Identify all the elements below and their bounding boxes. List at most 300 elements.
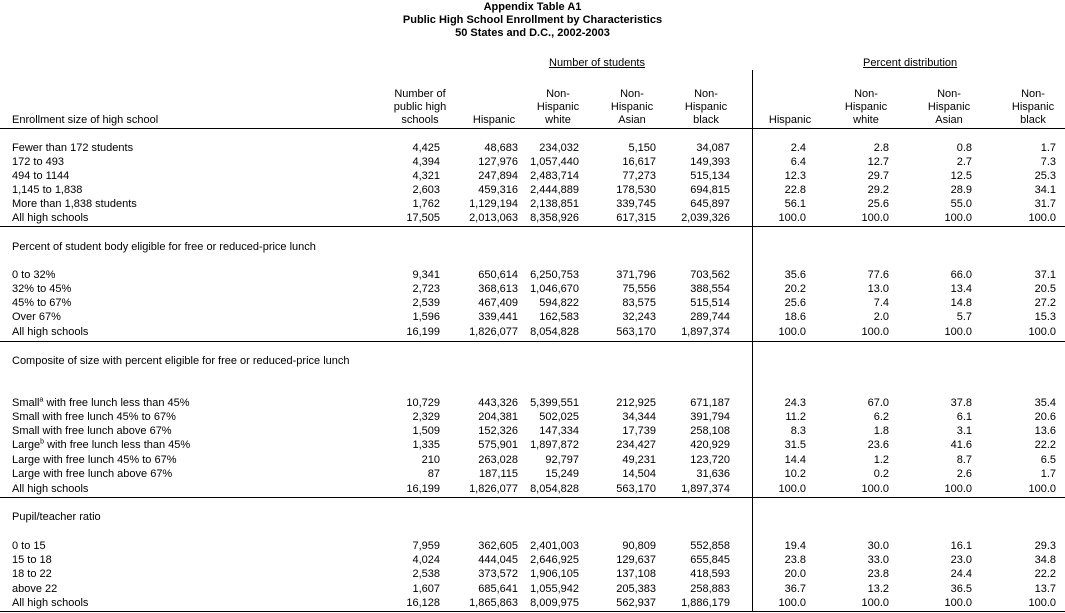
table-cell: 100.0 — [1028, 212, 1056, 224]
table-cell: 83,575 — [622, 297, 656, 309]
table-cell: 22.2 — [1034, 568, 1056, 580]
table-cell: 31,636 — [696, 468, 730, 480]
row-label-text: Small with free lunch 45% to 67% — [12, 411, 176, 423]
row-label — [12, 396, 190, 410]
table-cell: 13.7 — [1034, 583, 1056, 595]
table-cell: 2,538 — [412, 568, 440, 580]
row-label — [12, 482, 88, 496]
table-cell: 12.3 — [784, 170, 806, 182]
row-label-text: Over 67% — [12, 311, 61, 323]
table-cell: 10,729 — [406, 397, 440, 409]
bottom-rule — [0, 611, 1065, 612]
table-cell: 12.7 — [867, 156, 889, 168]
table-cell: 23.6 — [867, 439, 889, 451]
table-cell: 16,199 — [406, 483, 440, 495]
table-cell: 4,321 — [412, 170, 440, 182]
table-cell: 2.7 — [956, 156, 972, 168]
row-label — [12, 553, 52, 567]
table-cell: 1,607 — [412, 583, 440, 595]
row-label-text: 494 to 1144 — [12, 170, 70, 182]
table-cell: 1,335 — [412, 439, 440, 451]
table-cell: 234,427 — [616, 439, 656, 451]
table-cell: 368,613 — [478, 283, 518, 295]
table-cell: 2,646,925 — [530, 554, 579, 566]
table-row — [0, 438, 1065, 452]
table-cell: 391,794 — [690, 411, 730, 423]
table-subtitle: Public High School Enrollment by Characteristics — [402, 14, 663, 26]
table-cell: 1,046,670 — [530, 283, 579, 295]
table-cell: 100.0 — [861, 326, 889, 338]
table-cell: 8.3 — [790, 425, 806, 437]
table-cell: 7.3 — [1040, 156, 1056, 168]
table-cell: 25.6 — [784, 297, 806, 309]
column-header: Non-Hispanic white — [844, 88, 888, 126]
table-cell: 15.3 — [1034, 311, 1056, 323]
table-cell: 127,976 — [478, 156, 518, 168]
table-cell: 1,865,863 — [469, 597, 518, 609]
row-label-text: Fewer than 172 students — [12, 142, 134, 154]
table-row — [0, 467, 1065, 481]
row-label — [12, 155, 64, 169]
table-cell: 339,441 — [478, 311, 518, 323]
table-cell: 515,514 — [690, 297, 730, 309]
table-cell: 5,150 — [628, 142, 656, 154]
table-row — [0, 268, 1065, 282]
table-cell: 31.5 — [784, 439, 806, 451]
table-cell: 7,959 — [412, 540, 440, 552]
row-label — [12, 424, 172, 438]
table-cell: 6.1 — [956, 411, 972, 423]
table-cell: 1,129,194 — [469, 198, 518, 210]
table-row — [0, 582, 1065, 596]
table-cell: 1,897,374 — [681, 326, 730, 338]
table-cell: 18.6 — [784, 311, 806, 323]
column-header: Hispanic — [472, 114, 516, 126]
table-cell: 30.0 — [867, 540, 889, 552]
table-cell: 67.0 — [867, 397, 889, 409]
table-cell: 77.6 — [867, 269, 889, 281]
column-header: Number of public high schools — [393, 88, 447, 126]
table-cell: 23.0 — [950, 554, 972, 566]
column-header: Hispanic — [768, 114, 812, 126]
row-label-text: above 22 — [12, 583, 58, 595]
row-label-header: Enrollment size of high school — [12, 114, 159, 126]
table-cell: 0.8 — [956, 142, 972, 154]
table-cell: 562,937 — [616, 597, 656, 609]
table-cell: 1,762 — [412, 198, 440, 210]
row-label — [12, 169, 69, 183]
table-cell: 100.0 — [861, 597, 889, 609]
table-cell: 55.0 — [950, 198, 972, 210]
table-cell: 258,883 — [690, 583, 730, 595]
table-cell: 100.0 — [1028, 326, 1056, 338]
row-label — [12, 141, 133, 155]
table-cell: 34.8 — [1034, 554, 1056, 566]
table-cell: 48,683 — [484, 142, 518, 154]
table-cell: 29.7 — [867, 170, 889, 182]
table-cell: 20.0 — [784, 568, 806, 580]
table-cell: 5,399,551 — [530, 397, 579, 409]
table-cell: 100.0 — [1028, 483, 1056, 495]
table-cell: 32,243 — [622, 311, 656, 323]
table-row — [0, 282, 1065, 296]
table-cell: 5.7 — [956, 311, 972, 323]
table-cell: 1.8 — [873, 425, 889, 437]
table-cell: 6.2 — [873, 411, 889, 423]
row-label — [12, 453, 177, 467]
table-cell: 2.0 — [873, 311, 889, 323]
table-cell: 35.6 — [784, 269, 806, 281]
table-cell: 12.5 — [950, 170, 972, 182]
table-cell: 1.7 — [1040, 142, 1056, 154]
section-rule-3 — [0, 497, 1065, 498]
table-cell: 418,593 — [690, 568, 730, 580]
table-cell: 2,483,714 — [530, 170, 579, 182]
table-cell: 27.2 — [1034, 297, 1056, 309]
table-cell: 2,039,326 — [681, 212, 730, 224]
row-label-text: All high schools — [12, 597, 89, 609]
table-cell: 247,894 — [478, 170, 518, 182]
table-cell: 205,383 — [616, 583, 656, 595]
table-cell: 13.4 — [950, 283, 972, 295]
table-cell: 2,723 — [412, 283, 440, 295]
row-label — [12, 296, 71, 310]
table-cell: 645,897 — [690, 198, 730, 210]
row-label — [12, 183, 82, 197]
table-cell: 19.4 — [784, 540, 806, 552]
table-row — [0, 155, 1065, 169]
row-label-text: 45% to 67% — [12, 297, 72, 309]
table-cell: 1,897,872 — [530, 439, 579, 451]
table-cell: 100.0 — [944, 212, 972, 224]
table-row — [0, 141, 1065, 155]
table-cell: 617,315 — [616, 212, 656, 224]
table-cell: 8.7 — [956, 454, 972, 466]
footnote-marker: b — [40, 438, 45, 446]
table-cell: 178,530 — [616, 184, 656, 196]
table-cell: 4,425 — [412, 142, 440, 154]
table-cell: 100.0 — [1028, 597, 1056, 609]
table-cell: 152,326 — [478, 425, 518, 437]
table-cell: 6,250,753 — [530, 269, 579, 281]
table-cell: 56.1 — [784, 198, 806, 210]
table-cell: 92,797 — [545, 454, 579, 466]
row-label — [12, 282, 71, 296]
table-cell: 563,170 — [616, 483, 656, 495]
table-cell: 33.0 — [867, 554, 889, 566]
table-cell: 23.8 — [784, 554, 806, 566]
table-row — [0, 453, 1065, 467]
row-label-text: 15 to 18 — [12, 554, 52, 566]
table-cell: 37.8 — [950, 397, 972, 409]
table-cell: 8,009,975 — [530, 597, 579, 609]
table-cell: 467,409 — [478, 297, 518, 309]
table-cell: 15,249 — [545, 468, 579, 480]
table-cell: 1,826,077 — [469, 483, 518, 495]
table-cell: 10.2 — [784, 468, 806, 480]
table-row — [0, 396, 1065, 410]
table-cell: 162,583 — [539, 311, 579, 323]
table-cell: 655,845 — [690, 554, 730, 566]
table-cell: 17,739 — [622, 425, 656, 437]
table-cell: 515,134 — [690, 170, 730, 182]
table-cell: 20.5 — [1034, 283, 1056, 295]
table-cell: 671,187 — [690, 397, 730, 409]
table-cell: 1.2 — [873, 454, 889, 466]
table-cell: 16,199 — [406, 326, 440, 338]
table-cell: 13.0 — [867, 283, 889, 295]
table-cell: 258,108 — [690, 425, 730, 437]
table-cell: 444,045 — [478, 554, 518, 566]
table-row — [0, 325, 1065, 339]
table-cell: 35.4 — [1034, 397, 1056, 409]
table-cell: 563,170 — [616, 326, 656, 338]
row-label-text: All high schools — [12, 212, 89, 224]
table-cell: 420,929 — [690, 439, 730, 451]
table-cell: 3.1 — [956, 425, 972, 437]
table-cell: 234,032 — [539, 142, 579, 154]
table-cell: 2,013,063 — [469, 212, 518, 224]
table-cell: 0.2 — [873, 468, 889, 480]
table-cell: 373,572 — [478, 568, 518, 580]
table-cell: 13.2 — [867, 583, 889, 595]
row-label — [12, 467, 172, 481]
table-cell: 204,381 — [478, 411, 518, 423]
table-cell: 100.0 — [778, 326, 806, 338]
table-cell: 129,637 — [616, 554, 656, 566]
table-cell: 11.2 — [785, 411, 806, 423]
row-label — [12, 596, 88, 610]
row-label-text: More than 1,838 students — [12, 198, 137, 210]
table-cell: 87 — [427, 468, 440, 480]
table-row — [0, 410, 1065, 424]
row-label-text: All high schools — [12, 326, 89, 338]
row-label-text: 0 to 32% — [12, 269, 56, 281]
table-cell: 685,641 — [478, 583, 518, 595]
table-cell: 339,745 — [616, 198, 656, 210]
table-cell: 210 — [421, 454, 440, 466]
table-cell: 1,596 — [412, 311, 440, 323]
table-row — [0, 553, 1065, 567]
table-cell: 502,025 — [539, 411, 579, 423]
table-cell: 263,028 — [478, 454, 518, 466]
table-cell: 362,605 — [478, 540, 518, 552]
table-cell: 16,617 — [622, 156, 656, 168]
table-cell: 28.9 — [950, 184, 972, 196]
table-cell: 100.0 — [861, 483, 889, 495]
table-row — [0, 197, 1065, 211]
table-cell: 443,326 — [478, 397, 518, 409]
table-cell: 123,720 — [690, 454, 730, 466]
section-title: Percent of student body eligible for free or reduced-price lunch — [12, 241, 316, 253]
table-title: Appendix Table A1 — [483, 1, 582, 13]
table-row — [0, 296, 1065, 310]
table-cell: 66.0 — [950, 269, 972, 281]
row-label-text: 1,145 to 1,838 — [12, 184, 83, 196]
table-cell: 14.4 — [784, 454, 806, 466]
table-cell: 4,024 — [412, 554, 440, 566]
table-cell: 2,444,889 — [530, 184, 579, 196]
table-cell: 41.6 — [950, 439, 972, 451]
table-row — [0, 424, 1065, 438]
table-cell: 1.7 — [1040, 468, 1056, 480]
column-header: Non-Hispanic black — [684, 88, 728, 126]
table-cell: 371,796 — [616, 269, 656, 281]
table-cell: 100.0 — [944, 483, 972, 495]
table-cell: 13.6 — [1034, 425, 1056, 437]
table-cell: 2.6 — [956, 468, 972, 480]
row-label-text: 0 to 15 — [12, 540, 46, 552]
header-rule — [0, 128, 1065, 129]
table-cell: 594,822 — [539, 297, 579, 309]
table-cell: 2,138,851 — [530, 198, 579, 210]
column-header: Non-Hispanic white — [536, 88, 580, 126]
table-cell: 8,358,926 — [530, 212, 579, 224]
row-label — [12, 539, 46, 553]
row-label — [12, 211, 88, 225]
column-header: Non-Hispanic black — [1011, 88, 1055, 126]
table-cell: 2,539 — [412, 297, 440, 309]
table-cell: 77,273 — [622, 170, 656, 182]
table-cell: 100.0 — [778, 483, 806, 495]
table-cell: 2,329 — [412, 411, 440, 423]
table-cell: 137,108 — [616, 568, 656, 580]
table-cell: 36.5 — [950, 583, 972, 595]
table-cell: 31.7 — [1034, 198, 1056, 210]
table-cell: 100.0 — [861, 212, 889, 224]
table-cell: 24.4 — [950, 568, 972, 580]
row-label-text: Large with free lunch 45% to 67% — [12, 454, 177, 466]
table-cell: 100.0 — [778, 212, 806, 224]
table-cell: 23.8 — [867, 568, 889, 580]
table-cell: 459,316 — [478, 184, 518, 196]
table-cell: 2,603 — [412, 184, 440, 196]
table-cell: 187,115 — [479, 468, 518, 480]
table-cell: 22.8 — [784, 184, 806, 196]
table-cell: 4,394 — [412, 156, 440, 168]
table-cell: 20.2 — [784, 283, 806, 295]
table-cell: 9,341 — [412, 269, 440, 281]
table-cell: 90,809 — [622, 540, 656, 552]
table-cell: 20.6 — [1034, 411, 1056, 423]
table-cell: 8,054,828 — [530, 483, 579, 495]
table-row — [0, 567, 1065, 581]
table-cell: 25.3 — [1034, 170, 1056, 182]
table-cell: 289,744 — [690, 311, 730, 323]
table-cell: 34.1 — [1034, 184, 1056, 196]
table-cell: 14,504 — [622, 468, 656, 480]
table-cell: 1,057,440 — [530, 156, 579, 168]
table-cell: 49,231 — [622, 454, 656, 466]
table-cell: 2,401,003 — [530, 540, 579, 552]
row-label — [12, 268, 55, 282]
table-cell: 8,054,828 — [530, 326, 579, 338]
row-label — [12, 197, 137, 211]
row-label-tail: with free lunch less than 45% — [44, 439, 191, 451]
table-cell: 6.4 — [790, 156, 806, 168]
row-label-text: 172 to 493 — [12, 156, 64, 168]
group-header-students: Number of students — [549, 57, 645, 69]
table-subtitle-years: 50 States and D.C., 2002-2003 — [455, 27, 610, 39]
table-cell: 16,128 — [406, 597, 440, 609]
table-cell: 694,815 — [690, 184, 730, 196]
table-cell: 24.3 — [784, 397, 806, 409]
row-label — [12, 410, 176, 424]
table-cell: 212,925 — [616, 397, 656, 409]
row-label — [12, 567, 52, 581]
table-cell: 34,344 — [622, 411, 656, 423]
table-cell: 2.8 — [873, 142, 889, 154]
row-label — [12, 325, 88, 339]
table-row — [0, 183, 1065, 197]
table-cell: 650,614 — [478, 269, 518, 281]
table-cell: 147,334 — [539, 425, 579, 437]
table-cell: 100.0 — [944, 597, 972, 609]
table-cell: 1,055,942 — [530, 583, 579, 595]
section-rule-1 — [0, 226, 1065, 227]
table-cell: 1,509 — [412, 425, 440, 437]
table-cell: 14.8 — [950, 297, 972, 309]
table-cell: 2.4 — [790, 142, 806, 154]
column-header: Non-Hispanic Asian — [610, 88, 654, 126]
table-cell: 1,886,179 — [681, 597, 730, 609]
section-title: Composite of size with percent eligible for free or reduced-price lunch — [12, 355, 350, 367]
table-cell: 100.0 — [944, 326, 972, 338]
table-cell: 17,505 — [406, 212, 440, 224]
row-label-text: All high schools — [12, 483, 89, 495]
table-cell: 75,556 — [622, 283, 656, 295]
table-cell: 16.1 — [950, 540, 972, 552]
section-title: Pupil/teacher ratio — [12, 511, 101, 523]
table-cell: 34,087 — [696, 142, 730, 154]
row-label — [12, 310, 61, 324]
footnote-marker: a — [39, 396, 44, 404]
table-cell: 29.2 — [867, 184, 889, 196]
table-row — [0, 169, 1065, 183]
table-row — [0, 211, 1065, 225]
row-label-text: Small with free lunch above 67% — [12, 425, 172, 437]
table-cell: 149,393 — [690, 156, 730, 168]
table-cell: 25.6 — [867, 198, 889, 210]
table-row — [0, 539, 1065, 553]
table-row — [0, 482, 1065, 496]
table-row — [0, 596, 1065, 610]
table-cell: 388,554 — [690, 283, 730, 295]
row-label-text: 32% to 45% — [12, 283, 72, 295]
row-label — [12, 582, 57, 596]
table-cell: 1,906,105 — [530, 568, 579, 580]
row-label-text: Large — [12, 439, 41, 451]
table-cell: 100.0 — [778, 597, 806, 609]
table-cell: 552,858 — [690, 540, 730, 552]
table-cell: 703,562 — [690, 269, 730, 281]
table-cell: 7.4 — [873, 297, 889, 309]
group-header-percent: Percent distribution — [863, 57, 958, 69]
row-label-text: 18 to 22 — [12, 568, 52, 580]
table-cell: 29.3 — [1034, 540, 1056, 552]
table-cell: 36.7 — [784, 583, 806, 595]
table-cell: 22.2 — [1034, 439, 1056, 451]
column-header: Non-Hispanic Asian — [927, 88, 971, 126]
row-label-tail: with free lunch less than 45% — [43, 397, 190, 409]
row-label-text: Large with free lunch above 67% — [12, 468, 173, 480]
table-cell: 6.5 — [1040, 454, 1056, 466]
table-row — [0, 310, 1065, 324]
table-cell: 575,901 — [478, 439, 518, 451]
row-label — [12, 438, 190, 452]
table-cell: 1,897,374 — [681, 483, 730, 495]
table-cell: 37.1 — [1034, 269, 1056, 281]
